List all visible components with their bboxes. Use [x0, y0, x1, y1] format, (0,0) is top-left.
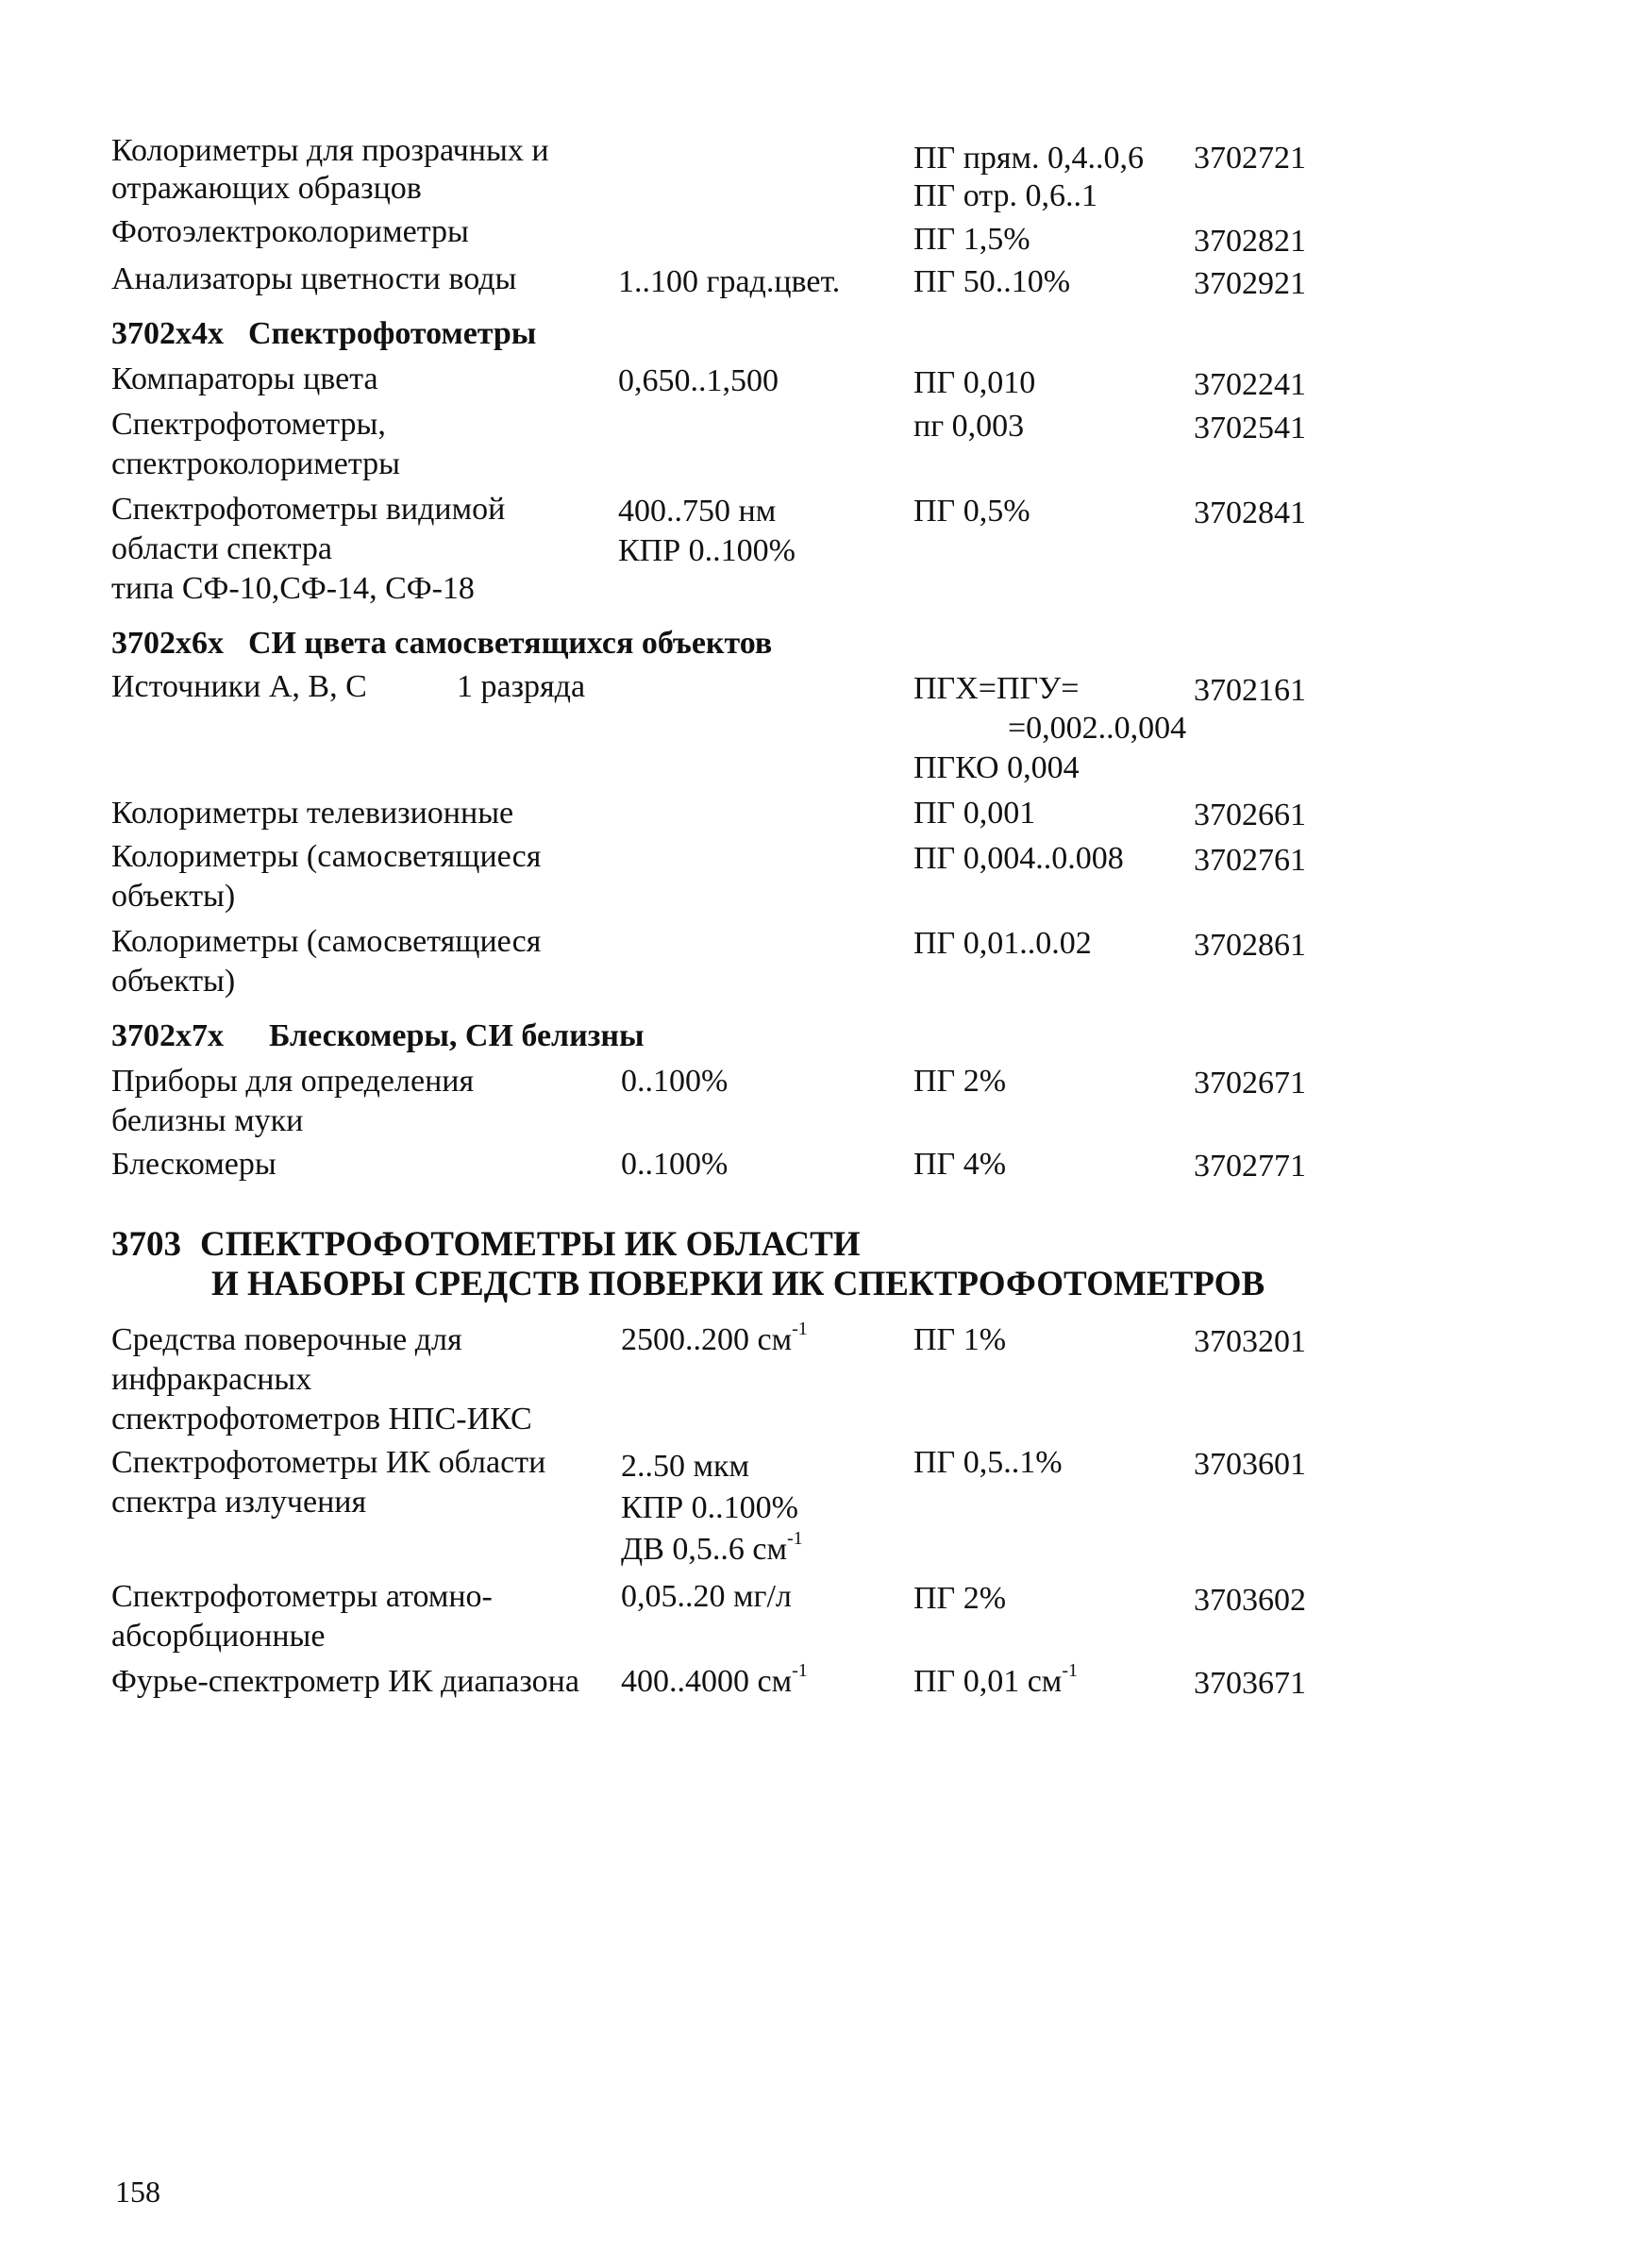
row-name-line: Колориметры для прозрачных и [111, 133, 549, 168]
range-value: 400..4000 см [621, 1664, 793, 1699]
section-heading [111, 1223, 861, 1267]
row-range-line: 0,05..20 мг/л [621, 1579, 792, 1614]
row-name-line: спектрофотометров НПС-ИКС [111, 1402, 532, 1436]
range-exponent: -1 [786, 1527, 803, 1549]
section-title: Спектрофотометры [248, 316, 537, 351]
row-name-line: Блескомеры [111, 1147, 276, 1182]
row-name-line: Колориметры телевизионные [111, 796, 514, 831]
row-error-line: ПГ 50..10% [913, 264, 1071, 299]
row-range-line [621, 1319, 808, 1361]
error-exponent: -1 [1062, 1659, 1078, 1681]
row-name-line: объекты) [111, 879, 236, 914]
row-error-line: ПГ 1,5% [913, 222, 1030, 257]
row-range-line: 400..750 нм [618, 494, 777, 529]
row-name-line: инфракрасных [111, 1362, 312, 1397]
row-code: 3702721 [1194, 141, 1306, 176]
row-error-line: ПГ 2% [913, 1064, 1007, 1099]
range-value: 2500..200 см [621, 1322, 793, 1357]
range-value: ДВ 0,5..6 см [621, 1532, 787, 1567]
row-code: 3702761 [1194, 843, 1306, 878]
section-code: 3702x4x [111, 316, 224, 351]
row-range-line [621, 1661, 808, 1703]
row-error-line: пг 0,003 [913, 409, 1025, 444]
section-heading [111, 623, 772, 664]
row-name-line: Анализаторы цветности воды [111, 261, 517, 296]
row-name-line: Спектрофотометры атомно- [111, 1579, 493, 1614]
section-code: 3702x6x [111, 626, 224, 661]
row-code: 3702541 [1194, 411, 1306, 445]
row-name-line: белизны муки [111, 1103, 304, 1138]
row-code: 3703602 [1194, 1583, 1306, 1618]
row-range-line [621, 1529, 803, 1571]
row-error-line: ПГ 4% [913, 1147, 1007, 1182]
row-name-line: отражающих образцов [111, 171, 422, 206]
section-title: СИ цвета самосветящихся объектов [248, 626, 773, 661]
row-name-line: спектра излучения [111, 1485, 367, 1520]
row-code: 3703601 [1194, 1447, 1306, 1482]
range-exponent: -1 [792, 1659, 808, 1681]
page-number: 158 [115, 2175, 160, 2209]
row-name-line: Колориметры (самосветящиеся [111, 839, 542, 874]
row-name-line: Источники А, В, С [111, 669, 367, 704]
row-name-line: Приборы для определения [111, 1064, 475, 1099]
section-title-line: И НАБОРЫ СРЕДСТВ ПОВЕРКИ ИК СПЕКТРОФОТОМЕТРОВ [211, 1265, 1265, 1303]
row-error-line: ПГ 2% [913, 1581, 1007, 1616]
row-error-line: ПГ прям. 0,4..0,6 [913, 141, 1145, 176]
row-range-line: 2..50 мкм [621, 1449, 750, 1484]
row-name-line: Спектрофотометры ИК области [111, 1445, 546, 1480]
row-range-line: 1..100 град.цвет. [618, 264, 841, 299]
row-code: 3702661 [1194, 798, 1306, 832]
row-code: 3702861 [1194, 928, 1306, 963]
section-heading [111, 313, 536, 355]
row-name-line: спектроколориметры [111, 446, 400, 481]
section-code: 3703 [111, 1225, 181, 1264]
row-name-line: абсорбционные [111, 1619, 326, 1654]
row-range-line: КПР 0..100% [621, 1490, 798, 1525]
row-code: 3702241 [1194, 367, 1306, 402]
row-code: 3703201 [1194, 1324, 1306, 1359]
row-error-line: ПГ 1% [913, 1322, 1007, 1357]
row-error-line: =0,002..0,004 [1008, 711, 1187, 746]
row-code: 3703671 [1194, 1666, 1306, 1701]
row-code: 3702921 [1194, 266, 1306, 301]
section-heading [111, 1016, 645, 1057]
row-name-line: Спектрофотометры видимой [111, 492, 506, 527]
row-code: 3702821 [1194, 224, 1306, 259]
row-name-line: объекты) [111, 964, 236, 999]
row-error-line [913, 1661, 1078, 1703]
row-name-line: Компараторы цвета [111, 361, 378, 396]
row-name-line: Спектрофотометры, [111, 407, 386, 442]
row-error-line: ПГ 0,001 [913, 796, 1036, 831]
row-range-line: 0..100% [621, 1147, 729, 1182]
row-code: 3702671 [1194, 1066, 1306, 1100]
row-name-line: типа СФ-10,СФ-14, СФ-18 [111, 571, 475, 606]
section-title: Блескомеры, СИ белизны [269, 1018, 645, 1053]
row-error-line: ПГКО 0,004 [913, 750, 1080, 785]
row-range-line: КПР 0..100% [618, 533, 796, 568]
range-exponent: -1 [792, 1318, 808, 1339]
row-error-line: ПГ 0,5..1% [913, 1445, 1063, 1480]
row-rank: 1 разряда [457, 669, 586, 704]
section-code: 3702x7x [111, 1018, 224, 1053]
row-code: 3702161 [1194, 673, 1306, 708]
row-error-line: ПГХ=ПГУ= [913, 671, 1080, 706]
row-name-line: Колориметры (самосветящиеся [111, 924, 542, 959]
row-code: 3702841 [1194, 496, 1306, 530]
section-title: СПЕКТРОФОТОМЕТРЫ ИК ОБЛАСТИ [200, 1225, 861, 1264]
row-error-line: ПГ отр. 0,6..1 [913, 178, 1098, 213]
row-error-line: ПГ 0,5% [913, 494, 1030, 529]
row-name-line: Средства поверочные для [111, 1322, 462, 1357]
row-range-line: 0,650..1,500 [618, 363, 779, 398]
row-code: 3702771 [1194, 1149, 1306, 1184]
row-name-line: Фурье-спектрометр ИК диапазона [111, 1664, 579, 1699]
row-name-line: области спектра [111, 531, 332, 566]
row-range-line: 0..100% [621, 1064, 729, 1099]
error-value: ПГ 0,01 см [913, 1664, 1063, 1699]
row-error-line: ПГ 0,01..0.02 [913, 926, 1092, 961]
row-name-line: Фотоэлектроколориметры [111, 214, 469, 249]
row-error-line: ПГ 0,010 [913, 365, 1036, 400]
row-error-line: ПГ 0,004..0.008 [913, 841, 1124, 876]
